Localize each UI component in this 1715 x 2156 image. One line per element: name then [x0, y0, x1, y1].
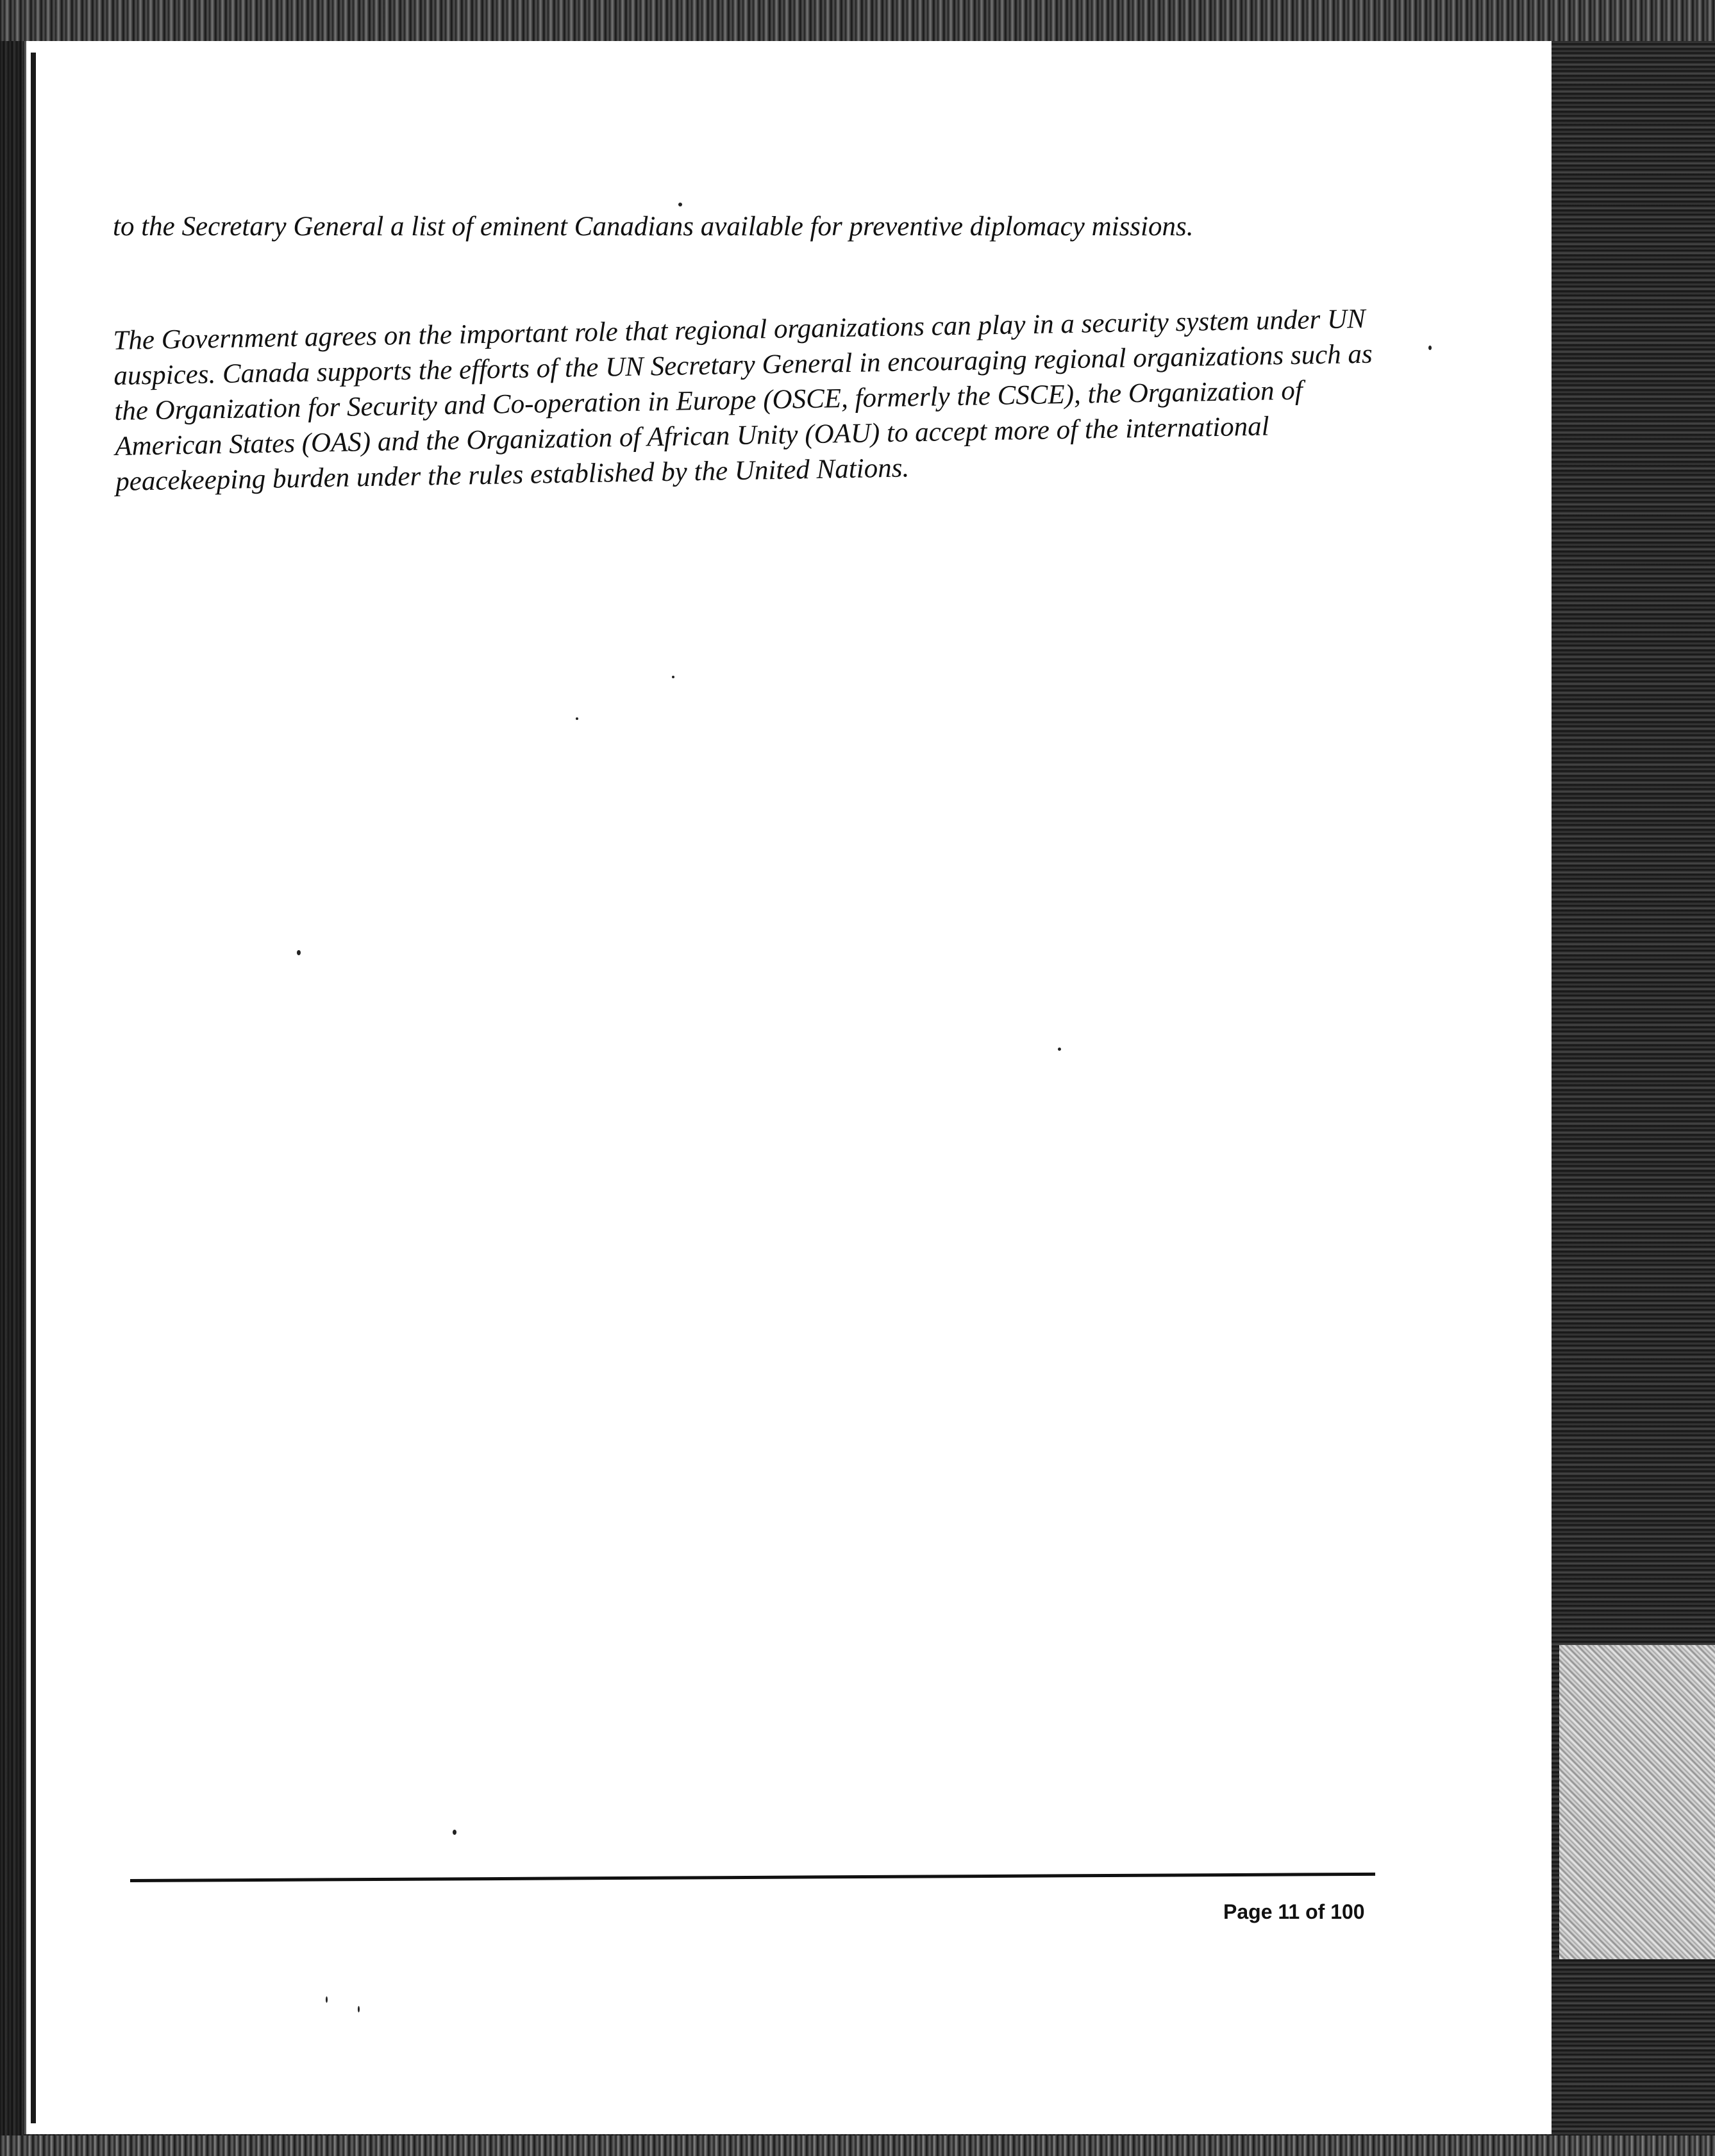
- paragraph-2: The Government agrees on the important role that regional organizations can play in a security system under UN auspices. Canada supports the efforts of the UN Secretary General in encouraging regional organizations such as the Organization for Security and Co-operation in Europe (OSCE, formerly the CSCE), the Organization of American States (OAS) and the Organization of African Unity (OAU) to accept more of the international peacekeeping burden under the rules established by the United Nations.: [113, 303, 1373, 497]
- scan-speck: [326, 1996, 328, 2003]
- scan-speck: [576, 717, 578, 720]
- scan-speck: [1428, 346, 1432, 350]
- page-number: Page 11 of 100: [1223, 1900, 1365, 1923]
- document-page: [24, 41, 1552, 2134]
- scan-speck: [1058, 1048, 1061, 1051]
- scan-speck: [678, 203, 682, 206]
- scan-bottom-border: [0, 2135, 1715, 2156]
- scan-top-border: [0, 0, 1715, 41]
- scan-speck: [453, 1830, 456, 1835]
- scan-speck: [672, 676, 674, 678]
- scan-speck: [358, 2006, 360, 2012]
- scan-right-patch: [1559, 1645, 1715, 1959]
- left-page-edge: [24, 41, 26, 2134]
- footer-divider: [130, 1873, 1375, 1882]
- left-margin-rule: [31, 53, 36, 2123]
- scan-speck: [297, 950, 301, 955]
- paragraph-1: to the Secretary General a list of eminent Canadians available for preventive diplomacy missions.: [113, 212, 1194, 242]
